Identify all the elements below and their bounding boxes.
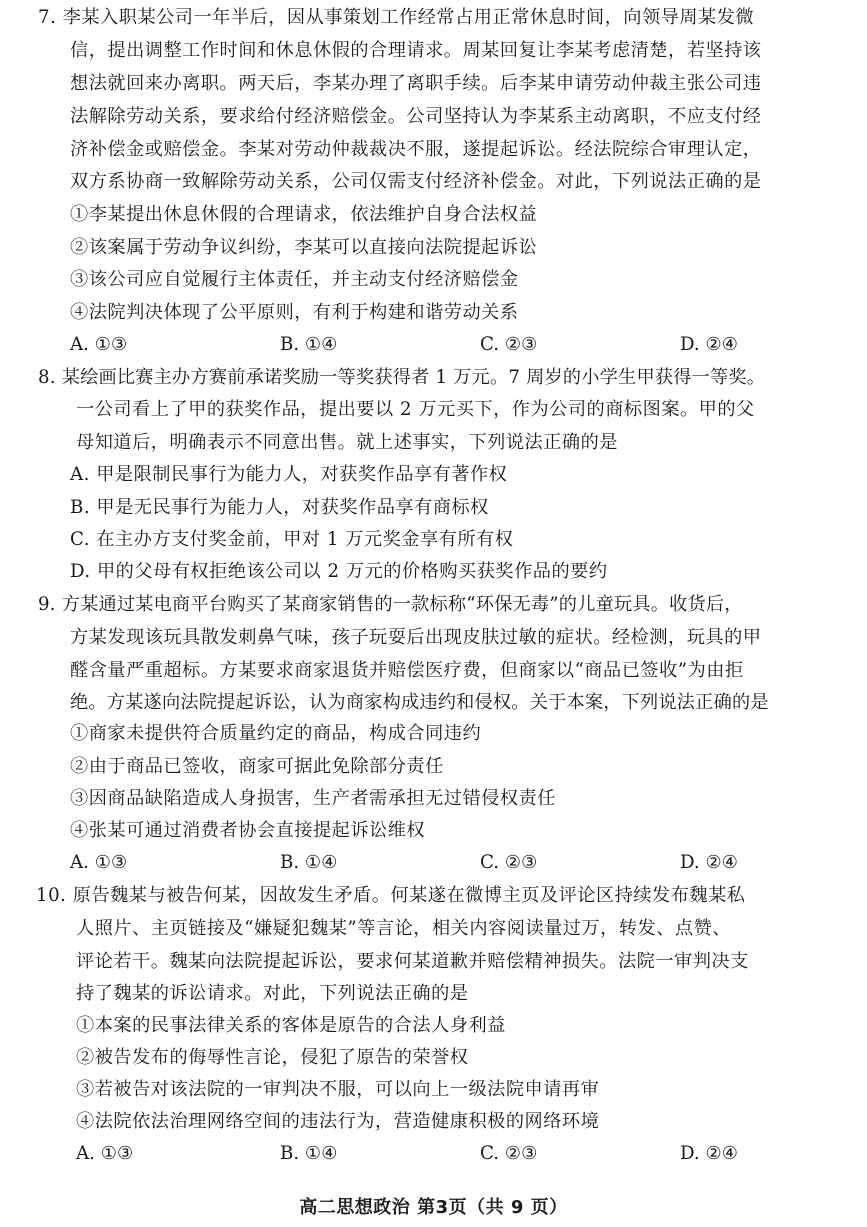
question-7-stem-line: 法解除劳动关系，要求给付经济赔偿金。公司坚持认为李某系主动离职，不应支付经 <box>70 106 762 127</box>
question-7-statement: ④法院判决体现了公平原则，有利于构建和谐劳动关系 <box>70 302 519 323</box>
question-8-stem-line: 一公司看上了甲的获奖作品，提出要以 2 万元买下，作为公司的商标图案。甲的父 <box>76 399 755 420</box>
question-9-statement: ②由于商品已签收，商家可据此免除部分责任 <box>70 756 444 777</box>
question-9-option-b: B. ①④ <box>280 852 338 873</box>
page-footer: 高二思想政治 第3页（共 9 页） <box>299 1197 568 1218</box>
question-10-stem-line: 持了魏某的诉讼请求。对此，下列说法正确的是 <box>76 983 469 1004</box>
question-9-stem-line: 绝。方某遂向法院提起诉讼，认为商家构成违约和侵权。关于本案，下列说法正确的是 <box>70 692 769 713</box>
question-10-option-b: B. ①④ <box>280 1143 338 1164</box>
question-8-choice-a: A. 甲是限制民事行为能力人，对获奖作品享有著作权 <box>70 464 508 485</box>
question-8-choice-c: C. 在主办方支付奖金前，甲对 1 万元奖金享有所有权 <box>70 529 514 550</box>
question-8-stem-line: 8. 某绘画比赛主办方赛前承诺奖励一等奖获得者 1 万元。7 周岁的小学生甲获得一等奖。 <box>38 367 766 388</box>
question-10-stem-line: 评论若干。魏某向法院提起诉讼，要求何某道歉并赔偿精神损失。法院一审判决支 <box>76 951 749 972</box>
question-7-statement: ②该案属于劳动争议纠纷，李某可以直接向法院提起诉讼 <box>70 237 538 258</box>
question-8-choice-d: D. 甲的父母有权拒绝该公司以 2 万元的价格购买获奖作品的要约 <box>70 561 608 582</box>
question-7-stem-line: 7. 李某入职某公司一年半后，因从事策划工作经常占用正常休息时间，向领导周某发微 <box>38 7 755 28</box>
question-9-option-a: A. ①③ <box>70 852 128 873</box>
question-9-statement: ①商家未提供符合质量约定的商品，构成合同违约 <box>70 723 482 744</box>
question-9-stem-line: 9. 方某通过某电商平台购买了某商家销售的一款标称“环保无毒”的儿童玩具。收货后， <box>38 594 743 615</box>
question-10-statement: ②被告发布的侮辱性言论，侵犯了原告的荣誉权 <box>76 1047 469 1068</box>
question-7-option-d: D. ②④ <box>680 334 739 355</box>
question-7-stem-line: 济补偿金或赔偿金。李某对劳动仲裁裁决不服，遂提起诉讼。经法院综合审理认定， <box>70 139 762 160</box>
question-10-option-d: D. ②④ <box>680 1143 739 1164</box>
question-8-choice-b: B. 甲是无民事行为能力人，对获奖作品享有商标权 <box>70 497 489 518</box>
question-9-statement: ③因商品缺陷造成人身损害，生产者需承担无过错侵权责任 <box>70 788 556 809</box>
question-7-stem-line: 双方系协商一致解除劳动关系，公司仅需支付经济补偿金。对此，下列说法正确的是 <box>70 171 762 192</box>
question-9-stem-line: 醛含量严重超标。方某要求商家退货并赔偿医疗费，但商家以“商品已签收”为由拒 <box>70 660 744 681</box>
question-9-option-d: D. ②④ <box>680 852 739 873</box>
question-7-stem-line: 想法就回来办离职。两天后，李某办理了离职手续。后李某申请劳动仲裁主张公司违 <box>70 73 762 94</box>
question-8-stem-line: 母知道后，明确表示不同意出售。就上述事实，下列说法正确的是 <box>76 432 618 453</box>
question-10-statement: ④法院依法治理网络空间的违法行为，营造健康积极的网络环境 <box>76 1111 600 1132</box>
question-7-option-a: A. ①③ <box>70 334 128 355</box>
question-10-statement: ①本案的民事法律关系的客体是原告的合法人身利益 <box>76 1015 506 1036</box>
question-10-stem-line: 10. 原告魏某与被告何某，因故发生矛盾。何某遂在微博主页及评论区持续发布魏某私 <box>36 885 746 906</box>
question-10-option-c: C. ②③ <box>480 1143 538 1164</box>
question-9-stem-line: 方某发现该玩具散发刺鼻气味，孩子玩耍后出现皮肤过敏的症状。经检测，玩具的甲 <box>70 627 762 648</box>
question-10-statement: ③若被告对该法院的一审判决不服，可以向上一级法院申请再审 <box>76 1079 600 1100</box>
question-10-stem-line: 人照片、主页链接及“嫌疑犯魏某”等言论，相关内容阅读量过万，转发、点赞、 <box>76 918 731 939</box>
question-10-option-a: A. ①③ <box>76 1143 134 1164</box>
question-9-option-c: C. ②③ <box>480 852 538 873</box>
question-7-option-c: C. ②③ <box>480 334 538 355</box>
question-7-statement: ③该公司应自觉履行主体责任，并主动支付经济赔偿金 <box>70 269 519 290</box>
question-7-option-b: B. ①④ <box>280 334 338 355</box>
question-7-statement: ①李某提出休息休假的合理请求，依法维护自身合法权益 <box>70 204 538 225</box>
question-9-statement: ④张某可通过消费者协会直接提起诉讼维权 <box>70 820 426 841</box>
question-7-stem-line: 信，提出调整工作时间和休息休假的合理请求。周某回复让李某考虑清楚，若坚持该 <box>70 40 762 61</box>
